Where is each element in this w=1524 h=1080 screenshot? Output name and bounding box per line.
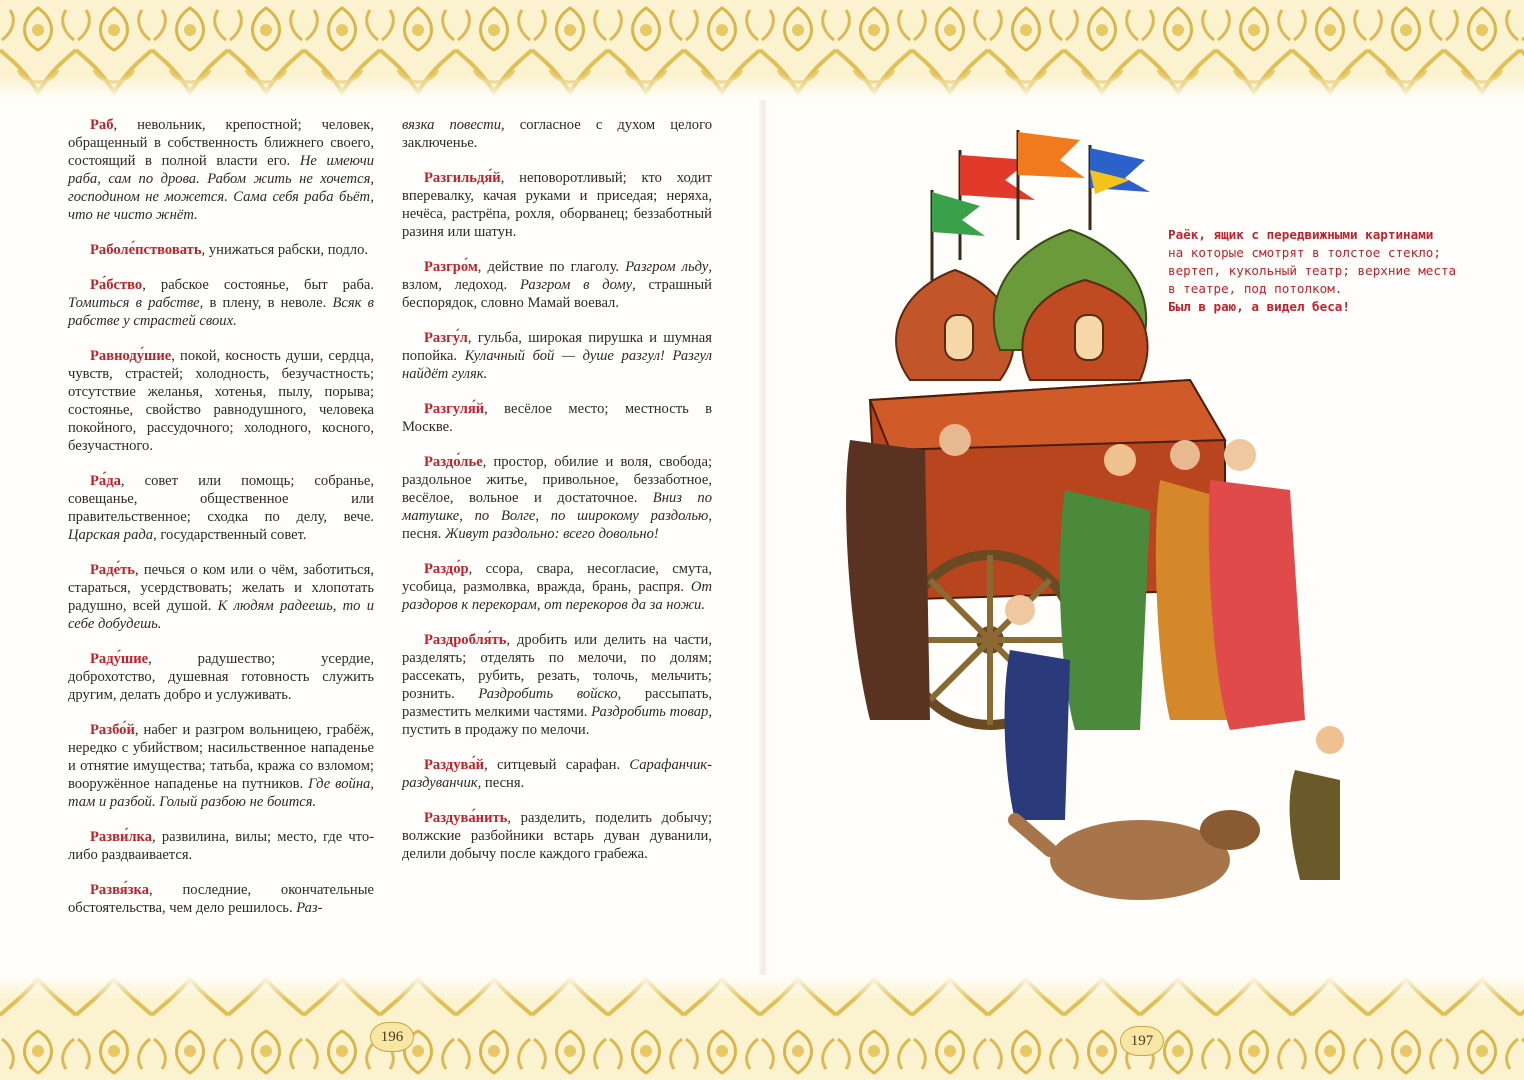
headword: Разгро́м (424, 259, 478, 275)
definition: , ссора, свара, несогласие, смута, усобица, размолвка, вражда, брань, распря. (402, 561, 712, 595)
side-note-line: в театре, под потолком. (1168, 281, 1343, 296)
dictionary-entry (68, 472, 374, 544)
example: Не имеючи раба, сам по дрова. Рабом жить не хочется, господином не можется. Сама себя раба бьёт, что не чисто жнёт. (68, 153, 374, 223)
example: Раздробить товар (591, 704, 709, 720)
definition: , действие по глаголу. (477, 259, 626, 275)
definition: , согласное с духом целого заключенье. (402, 117, 712, 151)
dictionary-entry (68, 241, 374, 259)
side-note (1168, 226, 1468, 316)
dictionary-entry (68, 828, 374, 864)
definition: , неповоротливый; кто ходит вперевалку, качая руками и приседая; неряха, нечёса, растрёпа, рохля, оборванец; беззаботный разиня или шатун. (402, 170, 712, 240)
dictionary-entry (402, 169, 712, 241)
definition: , набег и разгром вольницею, грабёж, нередко с убийством; насильственное нападенье и отнятие имущества; татьба, кража со взломом; вооружённое нападенье на путников. (68, 722, 374, 792)
definition: , государственный совет. (153, 527, 307, 543)
example: От раздоров к перекорам, от перекоров да за ножи. (402, 579, 712, 613)
dictionary-entry (402, 560, 712, 614)
definition: , пустить в продажу по мелочи. (402, 704, 712, 738)
example: Живут раздольно: всего довольно! (444, 526, 659, 542)
definition: , песня. (477, 775, 525, 791)
headword: Раздува́нить (424, 810, 508, 826)
definition: , разделить, поделить добычу; волжские разбойники встарь дуван дуванили, делили добычу после каждого грабежа. (402, 810, 712, 862)
page-number-text: 196 (380, 1029, 404, 1045)
example: Сарафанчик-раздуванчик (402, 757, 712, 791)
headword: Раздробля́ть (424, 632, 507, 648)
headword: Раболе́пствовать (90, 242, 202, 258)
definition: , взлом, ледоход. (402, 259, 713, 293)
definition: , дробить или делить на части, разделять; отделять по мелочи, по долям; рассекать, рубить, резать, толочь, мельчить; рознить. (402, 632, 712, 702)
bottom-ornament-border (0, 975, 1524, 1080)
definition: , невольник, крепостной; человек, обращенный в собственность ближнего своего, состоящий в полной власти его. (68, 117, 374, 169)
definition: , весёлое место; местность в Москве. (402, 401, 712, 435)
definition: , гульба, широкая пирушка и шумная попойка. (402, 330, 712, 364)
example: Вниз по матушке, по Волге, по широкому раздолью (402, 490, 712, 524)
headword: Ра́бство (90, 277, 143, 293)
definition: , унижаться рабски, подло. (201, 242, 369, 258)
example: Раз- (296, 900, 323, 916)
definition: , страшный беспорядок, словно Мамай воевал. (402, 277, 712, 311)
headword: Развя́зка (90, 882, 150, 898)
headword: Раздува́й (424, 757, 485, 773)
dictionary-entry (402, 329, 712, 383)
dictionary-entry (68, 561, 374, 633)
headword: Разгильдя́й (424, 170, 501, 186)
dictionary-entry (402, 400, 712, 436)
example: Разгром в дому (519, 277, 633, 293)
dictionary-entry-continued (402, 116, 712, 152)
dictionary-entry (68, 721, 374, 811)
page-number-left (362, 1022, 422, 1052)
side-note-line: Был в раю, а видел беса! (1168, 299, 1350, 314)
headword: Раб (90, 117, 114, 133)
definition: , радушество; усердие, доброхотство, душевная готовность служить другим, делать добро и услуживать. (68, 651, 374, 703)
side-note-line: на которые смотрят в толстое стекло; (1168, 245, 1441, 260)
headword: Разбо́й (90, 722, 135, 738)
dictionary-entry (68, 276, 374, 330)
headword: Разгуля́й (424, 401, 485, 417)
side-note-line: вертеп, кукольный театр; верхние места (1168, 263, 1457, 278)
dictionary-entry (402, 258, 712, 312)
example: вязка повести (402, 117, 501, 133)
headword: Раду́шие (90, 651, 149, 667)
definition: , развилина, вилы; место, где что-либо раздваивается. (68, 829, 374, 863)
definition: , последние, окончательные обстоятельства, чем дело решилось. (68, 882, 374, 916)
dictionary-entry (402, 756, 712, 792)
example: Кулачный бой — душе разгул! Разгул найдёт гуляк. (402, 348, 712, 382)
headword: Ра́да (90, 473, 121, 489)
dictionary-entry (68, 116, 374, 224)
headword: Разви́лка (90, 829, 153, 845)
example: Разгром льду (625, 259, 709, 275)
headword: Раздо́р (424, 561, 469, 577)
definition: , песня. (402, 508, 712, 542)
headword: Равноду́шие (90, 348, 172, 364)
headword: Разгу́л (424, 330, 468, 346)
definition: , печься о ком или о чём, заботиться, стараться, усердствовать; желать и хлопотать радушно, всей душой. (68, 562, 374, 614)
headword: Раздо́лье (424, 454, 483, 470)
example: Царская рада (68, 527, 154, 543)
definition: , совет или помощь; собранье, совещанье, общественное или правительственное; сходка по делу, вече. (68, 473, 374, 525)
dictionary-entry (68, 347, 374, 455)
dictionary-entry (68, 650, 374, 704)
example: Всяк в рабстве у страстей своих. (68, 295, 374, 329)
dictionary-column-2 (402, 116, 712, 880)
page-number-text: 197 (1130, 1033, 1154, 1049)
dictionary-column-1 (68, 116, 374, 934)
dictionary-entry (402, 631, 712, 739)
definition: , покой, косность души, сердца, чувств, страстей; холодность, безучастность; отсутствие желанья, хотенья, пылу, порыва; состоянье, свойство равнодушного, человека покойного, рассудочного; холодного, косного, безучастного. (68, 348, 374, 454)
example: Томиться в рабстве (68, 295, 200, 311)
example: К людям радеешь, то и себе добудешь. (68, 598, 374, 632)
definition: , рассыпать, разместить мелкими частями. (402, 686, 713, 720)
side-note-line: Раёк, ящик с передвижными картинами (1168, 227, 1434, 242)
top-ornament-border (0, 0, 1524, 100)
dictionary-entry (402, 809, 712, 863)
definition: , рабское состоянье, быт раба. (142, 277, 374, 293)
definition: , ситцевый сарафан. (484, 757, 630, 773)
example: Где война, там и разбой. Голый разбою не боится. (68, 776, 374, 810)
headword: Раде́ть (90, 562, 135, 578)
example: Раздробить войско (478, 686, 618, 702)
page-number-right (1112, 1026, 1172, 1056)
definition: , простор, обилие и воля, свобода; раздольное житье, привольное, беззаботное, весёлое, вольное и достаточное. (402, 454, 712, 506)
book-gutter (758, 0, 768, 1080)
dictionary-entry (402, 453, 712, 543)
dictionary-entry (68, 881, 374, 917)
definition: , в плену, в неволе. (199, 295, 333, 311)
